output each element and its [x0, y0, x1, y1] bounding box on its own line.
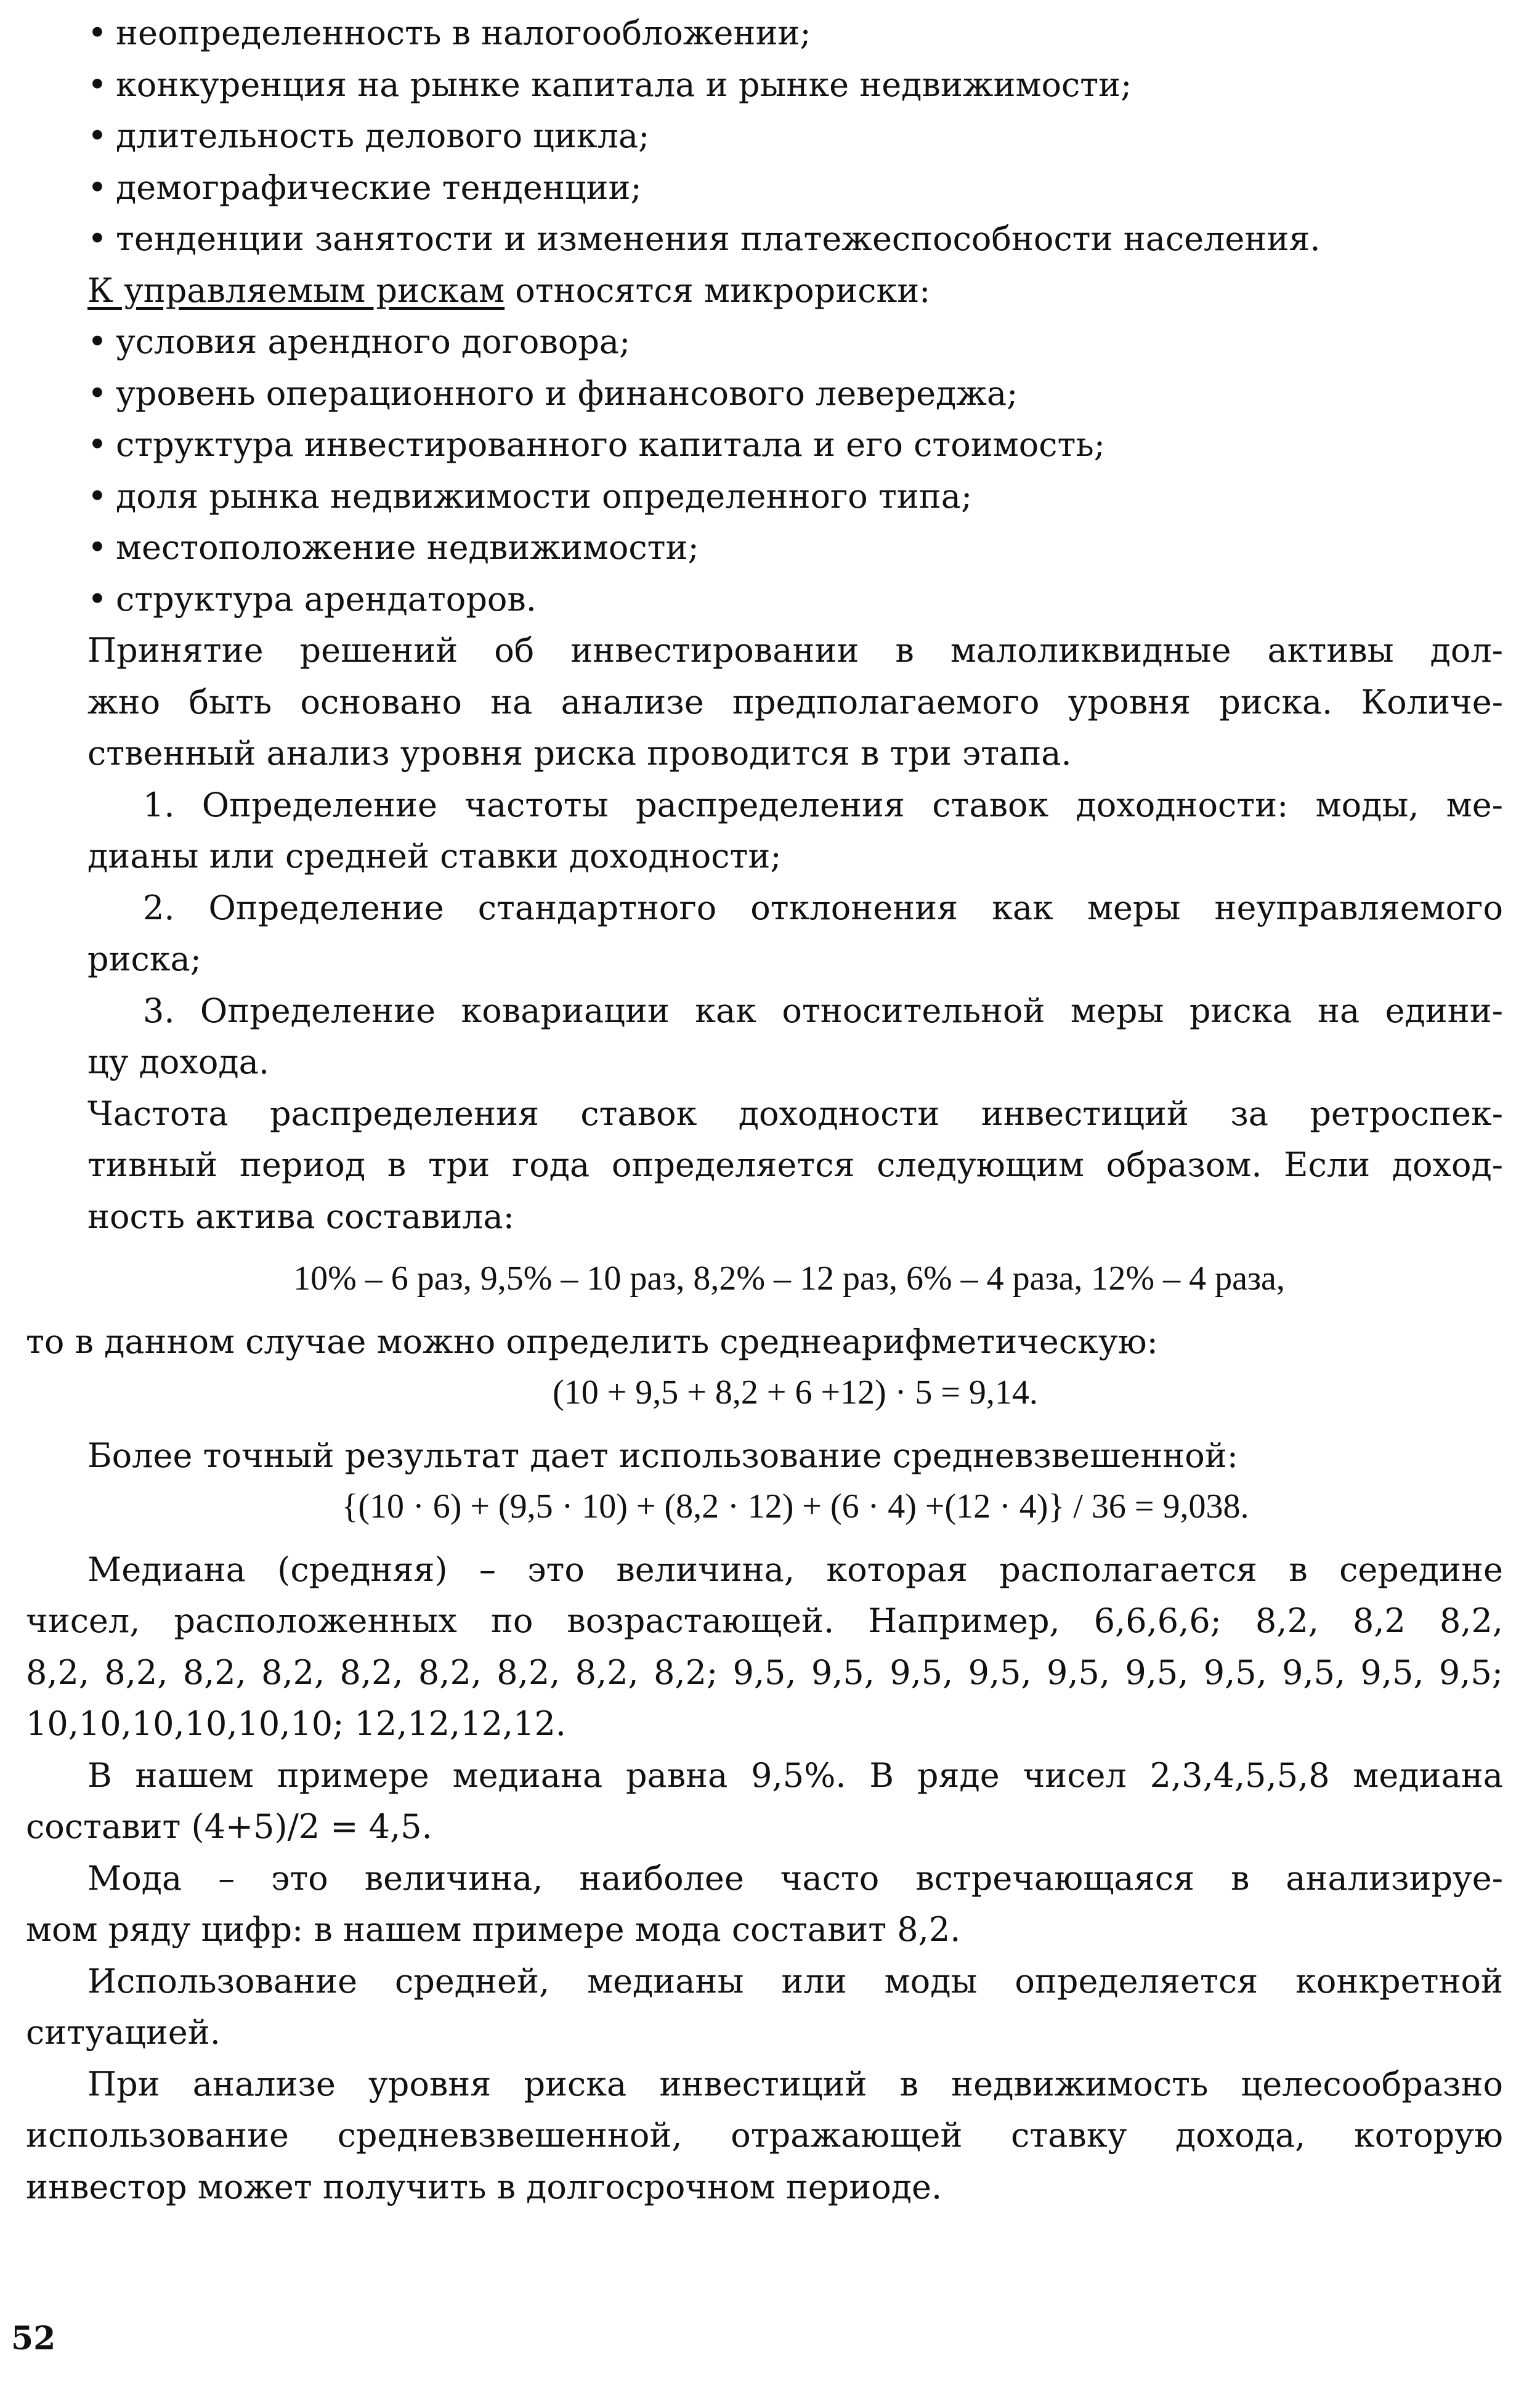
managed-risks-underlined: К управляемым рискам: [87, 270, 505, 310]
usage-paragraph: [26, 1956, 1503, 2059]
stage-line: риска;: [87, 940, 201, 978]
final-paragraph: [26, 2059, 1503, 2213]
list-item: • структура инвестированного капитала и его стоимость;: [87, 419, 1503, 471]
managed-risks-rest: относятся микрориски:: [505, 270, 931, 310]
list-item: • уровень операционного и финансового левереджа;: [87, 368, 1503, 420]
text-line: чисел, расположенных по возрастающей. Например, 6,6,6,6; 8,2, 8,2 8,2,: [26, 1601, 1503, 1640]
list-item: • неопределенность в налогообложении;: [87, 7, 1503, 59]
text-line: Медиана (средняя) – это величина, которая располагается в середине: [87, 1550, 1503, 1589]
frequency-formula: 10% – 6 раз, 9,5% – 10 раз, 8,2% – 12 раз, 6% – 4 раза, 12% – 4 раза,: [293, 1259, 1285, 1298]
text-line: ственный анализ уровня риска проводится в три этапа.: [87, 734, 1072, 773]
decision-paragraph: [87, 625, 1503, 779]
text-line: 10,10,10,10,10,10; 12,12,12,12.: [26, 1704, 566, 1743]
text-line: ситуацией.: [26, 2013, 221, 2052]
text-line: В нашем примере медиана равна 9,5%. В ряде чисел 2,3,4,5,5,8 медиана: [87, 1755, 1503, 1795]
stage-line: дианы или средней ставки доходности;: [87, 837, 782, 876]
text-line: жно быть основано на анализе предполагаемого уровня риска. Количе-: [87, 682, 1503, 721]
median-example: [26, 1750, 1503, 1853]
weighted-formula: {(10 · 6) + (9,5 · 10) + (8,2 · 12) + (6 · 4) +(12 · 4)} / 36 = 9,038.: [341, 1487, 1249, 1526]
list-item: • длительность делового цикла;: [87, 110, 1503, 162]
list-item: • доля рынка недвижимости определенного типа;: [87, 471, 1503, 522]
mean-formula: (10 + 9,5 + 8,2 + 6 +12) · 5 = 9,14.: [553, 1373, 1038, 1412]
micro-risk-list: [87, 316, 1503, 625]
list-item: • местоположение недвижимости;: [87, 522, 1503, 574]
text-line: Мода – это величина, наиболее часто встречающаяся в анализируе-: [87, 1858, 1503, 1898]
text-line: тивный период в три года определяется следующим образом. Если доход-: [87, 1145, 1503, 1184]
list-item: • структура арендаторов.: [87, 574, 1503, 625]
frequency-paragraph: [87, 1088, 1503, 1243]
text-line: мом ряду цифр: в нашем примере мода составит 8,2.: [26, 1910, 961, 1949]
stage-line: 3. Определение ковариации как относительной меры риска на едини-: [143, 991, 1503, 1030]
text-line: При анализе уровня риска инвестиций в недвижимость целесообразно: [87, 2064, 1503, 2103]
text-line: составит (4+5)/2 = 4,5.: [26, 1807, 432, 1846]
text-line: 8,2, 8,2, 8,2, 8,2, 8,2, 8,2, 8,2, 8,2, 8,2; 9,5, 9,5, 9,5, 9,5, 9,5, 9,5, 9,5, 9,5, 9,5, 9,5;: [26, 1652, 1503, 1692]
text-line: использование средневзвешенной, отражающей ставку дохода, которую: [26, 2116, 1503, 2155]
managed-risks-intro: [87, 265, 1503, 317]
text-line: Принятие решений об инвестировании в малоликвидные активы дол-: [87, 631, 1503, 670]
mode-paragraph: [26, 1853, 1503, 1956]
list-item: • демографические тенденции;: [87, 162, 1503, 214]
median-paragraph: [26, 1544, 1503, 1750]
list-item: • конкуренция на рынке капитала и рынке недвижимости;: [87, 59, 1503, 111]
stage-line: 2. Определение стандартного отклонения как меры неуправляемого: [143, 888, 1503, 927]
list-item: • тенденции занятости и изменения платежеспособности населения.: [87, 213, 1503, 265]
text-line: ность актива составила:: [87, 1197, 514, 1236]
stage-line: цу дохода.: [87, 1043, 269, 1081]
macro-risk-list: [87, 7, 1503, 265]
text-line: инвестор может получить в долгосрочном периоде.: [26, 2167, 942, 2206]
analysis-stages: [87, 779, 1503, 1088]
text-line: Использование средней, медианы или моды определяется конкретной: [87, 1961, 1503, 2001]
stage-line: 1. Определение частоты распределения ставок доходности: моды, ме-: [143, 785, 1503, 824]
mean-intro: то в данном случае можно определить среднеарифметическую:: [26, 1322, 1158, 1361]
text-line: Частота распределения ставок доходности инвестиций за ретроспек-: [87, 1094, 1503, 1133]
list-item: • условия арендного договора;: [87, 316, 1503, 368]
weighted-intro: Более точный результат дает использование средневзвешенной:: [87, 1436, 1238, 1475]
page-number: 52: [11, 2320, 56, 2357]
